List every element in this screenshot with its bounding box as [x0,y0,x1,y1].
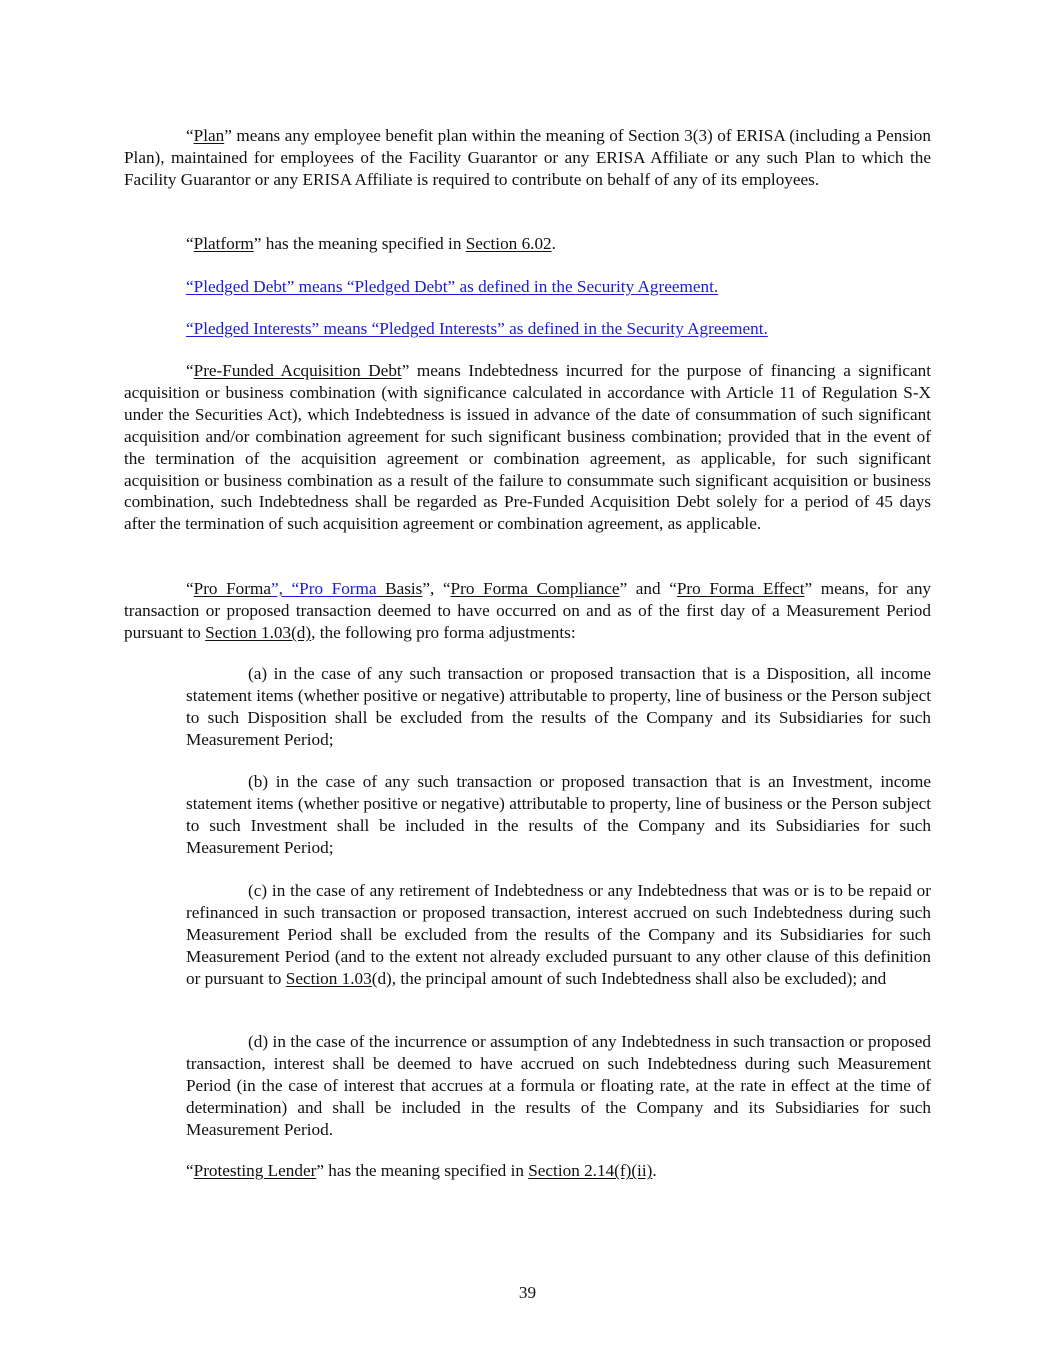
section-ref-1-03-d[interactable]: Section 1.03(d) [205,622,312,642]
term-pro-forma-compliance: Pro Forma Compliance [450,579,620,598]
clause-b: (b) in the case of any such transaction or proposed transaction that is an Investment, income statement items (whether positive or negative) attributable to property, line of business or the Person subject to such Investment shall be included in the results of the Company and its Subsidiaries for such Measurement Period; [186,772,931,857]
definition-pro-forma: “Pro Forma”, “Pro Forma Basis”, “Pro Forma Compliance” and “Pro Forma Effect” means, for any transaction or proposed transaction deemed to have occurred on and as of the first day of a Measurement Period pursuant to Section 1.03(d), the following pro forma adjustments: [124,579,932,642]
page-number: 39 [518,1283,537,1302]
section-ref-2-14-f-ii[interactable]: Section 2.14(f)(ii) [528,1161,653,1180]
term-pro-forma-basis: Basis [376,579,423,598]
term-plan: Plan [193,126,225,145]
term-pro-forma: Pro Forma [193,579,271,598]
definition-plan: “Plan” means any employee benefit plan within the meaning of Section 3(3) of ERISA (including a Pension Plan), maintained for employees of the Facility Guarantor or any ERISA Affiliate or any such Plan to which the Facility Guarantor or any ERISA Affiliate is required to contribute on behalf of any of its employees. [124,126,931,189]
clause-a: (a) in the case of any such transaction or proposed transaction that is a Disposition, all income statement items (whether positive or negative) attributable to property, line of business or the Person subject to such Disposition shall be excluded from the results of the Company and its Subsidiaries for such Measurement Period; [186,664,931,749]
section-ref-1-03[interactable]: Section 1.03 [285,968,372,988]
definition-pledged-interests: “Pledged Interests” means “Pledged Interests” as defined in the Security Agreement. [186,319,768,338]
term-pre-funded-acquisition-debt: Pre-Funded Acquisition Debt [193,361,402,380]
inserted-pro-forma: ”, “Pro Forma [271,579,377,598]
term-protesting-lender: Protesting Lender [193,1161,317,1180]
definition-protesting-lender: “Protesting Lender” has the meaning specified in Section 2.14(f)(ii). [186,1161,657,1180]
clause-c: (c) in the case of any retirement of Indebtedness or any Indebtedness that was or is to be repaid or refinanced in such transaction or proposed transaction, interest accrued on such Indebtedness during such Measurement Period shall be excluded from the results of the Company and its Subsidiaries for such Measurement Period (and to the extent not already excluded pursuant to any other clause of this definition or pursuant to Section 1.03(d), the principal amount of such Indebtedness shall also be excluded); and [186,881,931,988]
section-ref-6-02[interactable]: Section 6.02 [465,234,552,253]
clause-d: (d) in the case of the incurrence or assumption of any Indebtedness in such transaction or proposed transaction, interest shall be deemed to have accrued on such Indebtedness during such Measurement Period (in the case of interest that accrues at a formula or floating rate, at the rate in effect at the time of determination) and shall be included in the results of the Company and its Subsidiaries for such Measurement Period. [186,1032,931,1139]
term-platform: Platform [193,234,254,253]
definition-pledged-debt: “Pledged Debt” means “Pledged Debt” as defined in the Security Agreement. [186,277,719,296]
definition-platform: “Platform” has the meaning specified in Section 6.02. [186,234,556,253]
definition-pre-funded-acquisition-debt: “Pre-Funded Acquisition Debt” means Indebtedness incurred for the purpose of financing a significant acquisition or business combination (with significance calculated in accordance with Article 11 of Regulation S-X under the Securities Act), which Indebtedness is issued in advance of the date of consummation of such significant acquisition and/or combination agreement for such significant business combination; provided that in the event of the termination of the acquisition agreement or combination agreement, as applicable, for such significant acquisition or business combination as a result of the failure to consummate such significant acquisition or business combination, such Indebtedness shall be regarded as Pre-Funded Acquisition Debt solely for a period of 45 days after the termination of such acquisition agreement or combination agreement, as applicable. [124,361,931,534]
term-pro-forma-effect: Pro Forma Effect [676,579,805,598]
